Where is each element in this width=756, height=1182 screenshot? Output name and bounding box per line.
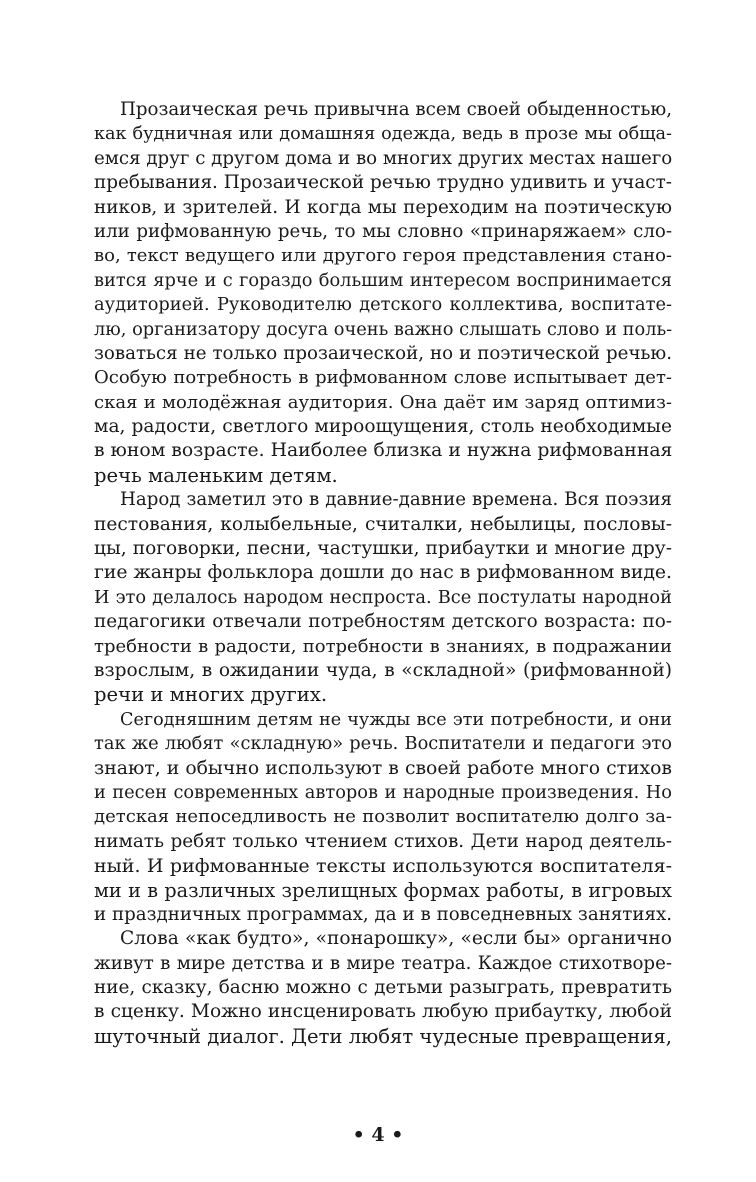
text-line: так же любят «складную» речь. Воспитатели и педагоги это — [94, 733, 672, 755]
text-line: зоваться не только прозаической, но и поэтической речью. — [94, 342, 672, 364]
text-line: и праздничных программах, да и в повседневных занятиях. — [94, 903, 672, 925]
text-line: вится ярче и с гораздо большим интересом воспринимается — [94, 269, 672, 291]
text-line: лю, организатору досуга очень важно слышать слово и поль- — [94, 318, 672, 340]
text-line: пребывания. Прозаической речью трудно удивить и участ- — [94, 172, 672, 194]
text-line: цы, поговорки, песни, частушки, прибаутки и многие дру- — [94, 538, 672, 560]
text-line: Сегодняшним детям не чужды все эти потребности, и они — [120, 709, 672, 730]
text-line: пестования, колыбельные, считалки, небылицы, пословы- — [94, 513, 672, 535]
page-number: • 4 • — [352, 1124, 404, 1146]
text-line: речь маленьким детям. — [94, 463, 338, 487]
text-line: Народ заметил это в давние-давние времена. Вся поэзия — [120, 489, 672, 511]
text-line: ми и в различных зрелищных формах работы, в игровых — [94, 878, 672, 902]
text-line: аудиторией. Руководителю детского коллектива, воспитате- — [94, 294, 672, 316]
text-line: ный. И рифмованные тексты используются воспитателя- — [94, 855, 672, 878]
text-line: Особую потребность в рифмованном слове испытывает дет- — [94, 367, 672, 389]
text-line: ние, сказку, басню можно с детьми разыграть, превратить — [94, 977, 672, 999]
text-line: ская и молодёжная аудитория. Она даёт им заряд оптимиз- — [94, 391, 672, 413]
text-line: ма, радости, светлого мироощущения, столь необходимые — [94, 416, 672, 438]
text-line: емся друг с другом дома и во многих других местах нашего — [94, 147, 672, 169]
text-line: живут в мире детства и в мире театра. Каждое стихотворе- — [94, 952, 672, 974]
text-line: знают, и обычно используют в своей работе много стихов — [94, 757, 672, 779]
text-line: нимать ребят только чтением стихов. Дети народ деятель- — [94, 830, 672, 852]
text-line: или рифмованную речь, то мы словно «принаряжаем» сло- — [94, 220, 672, 242]
text-line: речи и многих других. — [94, 683, 328, 707]
text-line: И это делалось народом неспроста. Все постулаты народной — [94, 586, 672, 608]
text-line: Слова «как будто», «понарошку», «если бы» органично — [120, 928, 672, 950]
text-line: в юном возрасте. Наиболее близка и нужна рифмованная — [94, 440, 672, 462]
text-line: во, текст ведущего или другого героя представления стано- — [94, 245, 672, 267]
text-line: и песен современных авторов и народные произведения. Но — [94, 781, 672, 803]
text-line: гие жанры фольклора дошли до нас в рифмованном виде. — [94, 562, 672, 584]
text-line: требности в радости, потребности в знаниях, в подражании — [94, 635, 672, 657]
text-line: в сценку. Можно инсценировать любую прибаутку, любой — [94, 1001, 672, 1023]
text-line: как будничная или домашняя одежда, ведь в прозе мы обща- — [94, 124, 672, 145]
text-line: педагогики отвечали потребностям детского возраста: по- — [94, 611, 672, 633]
body-text — [94, 98, 672, 1049]
text-line: ников, и зрителей. И когда мы переходим на поэтическую — [94, 196, 672, 218]
text-line: Прозаическая речь привычна всем своей обыденностью, — [120, 99, 672, 120]
text-line: шуточный диалог. Дети любят чудесные превращения, — [94, 1024, 672, 1048]
text-line: детская непоседливость не позволит воспитателю долго за- — [94, 806, 672, 828]
text-line: взрослым, в ожидании чуда, в «складной» (рифмованной) — [94, 659, 672, 681]
